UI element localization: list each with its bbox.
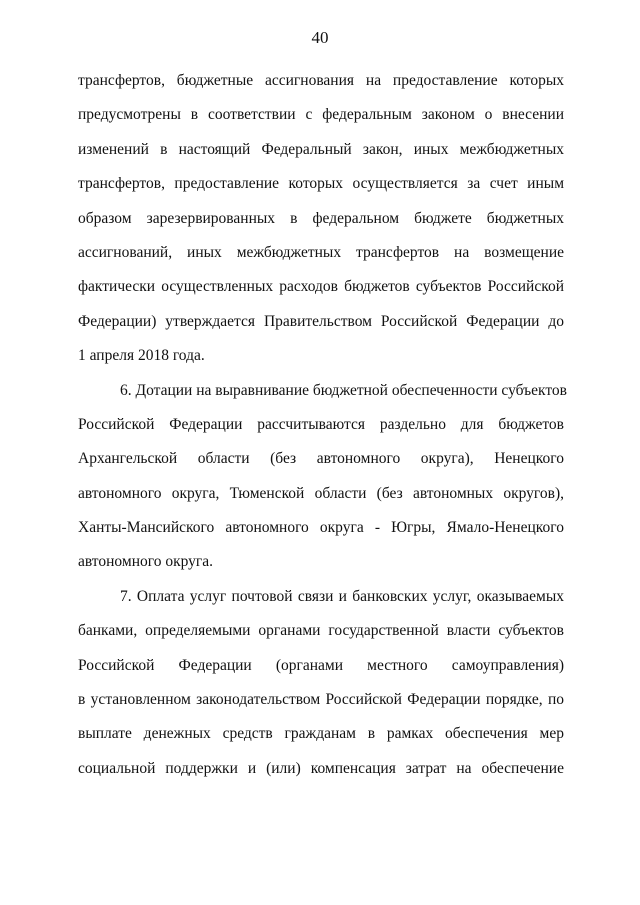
text-line: Ханты-Мансийского автономного округа - Югры, Ямало-Ненецкого	[78, 519, 564, 537]
text-line: трансфертов, бюджетные ассигнования на предоставление которых	[78, 72, 564, 89]
paragraph-item-7	[78, 580, 564, 786]
paragraph-continuation	[78, 64, 564, 374]
text-line: Федерации) утверждается Правительством Российской Федерации до	[78, 312, 564, 330]
text-line: в установленном законодательством Российской Федерации порядке, по	[78, 691, 564, 709]
text-line: 7. Оплата услуг почтовой связи и банковских услуг, оказываемых	[120, 587, 564, 605]
text-line: образом зарезервированных в федеральном бюджете бюджетных	[78, 209, 564, 227]
text-line: автономного округа.	[78, 553, 214, 571]
document-body	[78, 64, 567, 786]
text-line: Российской Федерации рассчитываются раздельно для бюджетов	[78, 415, 564, 433]
text-line: фактически осуществленных расходов бюджетов субъектов Российской	[78, 278, 564, 296]
text-line: 6. Дотации на выравнивание бюджетной обеспеченности субъектов	[120, 381, 567, 399]
text-line: изменений в настоящий Федеральный закон, иных межбюджетных	[78, 140, 564, 158]
page-number: 40	[311, 28, 329, 47]
text-line: социальной поддержки и (или) компенсация затрат на обеспечение	[78, 759, 564, 777]
text-line: 1 апреля 2018 года.	[78, 347, 205, 365]
text-line: Российской Федерации (органами местного самоуправления)	[78, 656, 564, 674]
text-line: банками, определяемыми органами государственной власти субъектов	[78, 622, 564, 640]
text-line: Архангельской области (без автономного округа), Ненецкого	[78, 450, 564, 468]
text-line: трансфертов, предоставление которых осуществляется за счет иным	[78, 175, 564, 193]
text-line: выплате денежных средств гражданам в рамках обеспечения мер	[78, 725, 564, 743]
text-line: предусмотрены в соответствии с федеральным законом о внесении	[78, 106, 564, 124]
text-line: ассигнований, иных межбюджетных трансфертов на возмещение	[78, 243, 564, 261]
text-line: автономного округа, Тюменской области (без автономных округов),	[78, 484, 564, 502]
paragraph-item-6	[78, 374, 567, 580]
